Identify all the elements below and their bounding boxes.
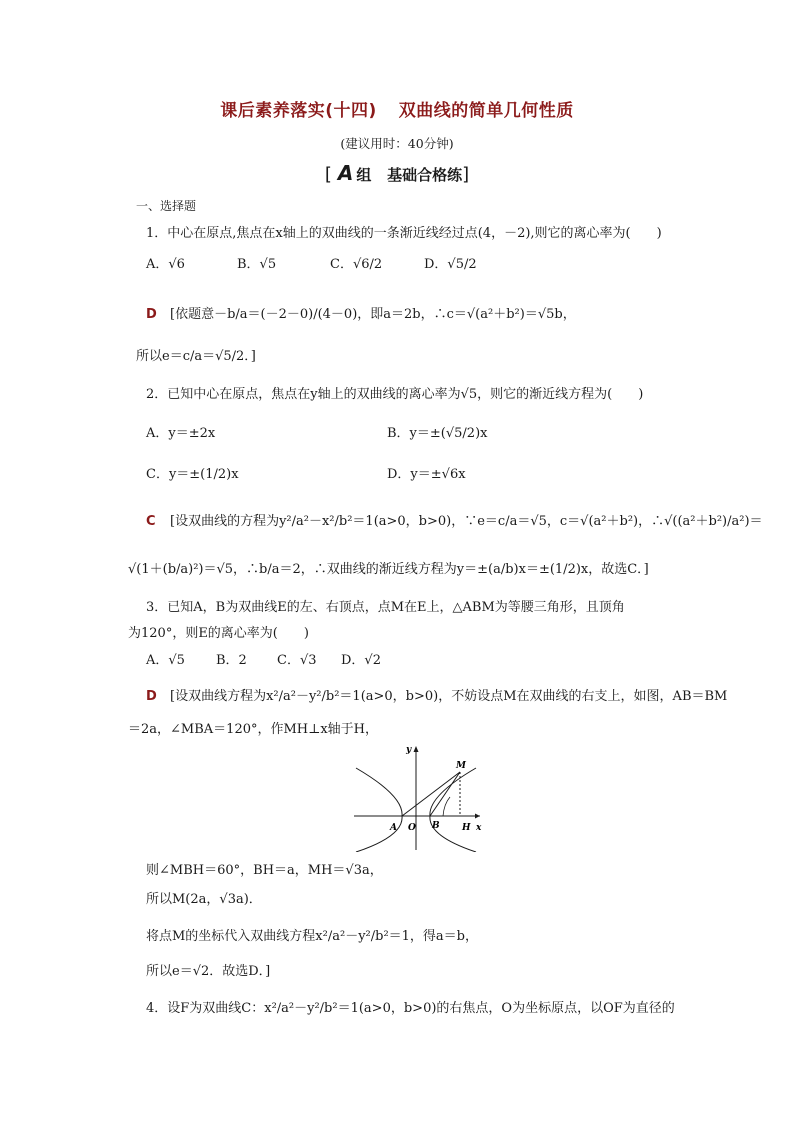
section-heading: 一、选择题 xyxy=(136,199,197,213)
group-open-bracket: [ xyxy=(324,164,332,185)
q1-solution-1: [依题意－b/a＝(－2－0)/(4－0)，即a＝2b，∴c＝√(a²＋b²)＝√5b， xyxy=(170,307,576,322)
group-letter: A xyxy=(337,161,354,185)
q2-option-c: C．y＝±(1/2)x xyxy=(146,467,239,482)
q3-stem-2: 为120°，则E的离心率为( ) xyxy=(128,626,309,641)
label-a: A xyxy=(390,823,397,833)
q1-solution-2: 所以e＝c/a＝√5/2．] xyxy=(136,349,256,364)
q3-solution-5: 将点M的坐标代入双曲线方程x²/a²－y²/b²＝1，得a＝b， xyxy=(146,929,479,944)
q2-solution-1: [设双曲线的方程为y²/a²－x²/b²＝1(a>0，b>0)，∵e＝c/a＝√5，c＝√(a²＋b²)，∴√((a²＋b²)/a²)＝ xyxy=(170,514,763,529)
label-b: B xyxy=(432,821,440,831)
group-suffix: 组 xyxy=(356,166,372,184)
hyperbola-figure xyxy=(352,740,482,852)
q2-option-d: D．y＝±√6x xyxy=(387,467,466,482)
q3-solution-4: 所以M(2a，√3a)． xyxy=(146,892,262,907)
title-series: 课后素养落实(十四) xyxy=(220,101,377,121)
q1-option-d: D．√5/2 xyxy=(424,257,477,272)
label-h: H xyxy=(462,823,471,833)
q1-option-b: B．√5 xyxy=(237,257,277,272)
title-topic: 双曲线的简单几何性质 xyxy=(398,101,574,121)
q2-solution-2: √(1＋(b/a)²)＝√5，∴b/a＝2，∴双曲线的渐近线方程为y＝±(a/b)x＝±(1/2)x，故选C．] xyxy=(128,562,649,577)
q3-option-a: A．√5 xyxy=(146,653,185,668)
q3-stem-1: 3．已知A，B为双曲线E的左、右顶点，点M在E上，△ABM为等腰三角形，且顶角 xyxy=(146,600,625,615)
label-m: M xyxy=(456,761,466,771)
label-o: O xyxy=(408,823,416,833)
y-axis-arrow xyxy=(414,746,419,752)
label-y: y xyxy=(406,745,412,755)
angle-arc xyxy=(443,797,450,816)
q3-option-d: D．√2 xyxy=(341,653,381,668)
q3-answer: D xyxy=(146,689,157,704)
suggested-time: (建议用时：40分钟) xyxy=(340,136,454,151)
right-branch xyxy=(430,768,476,852)
q1-stem: 1．中心在原点,焦点在x轴上的双曲线的一条渐近线经过点(4，－2),则它的离心率为( ) xyxy=(146,226,662,241)
q3-solution-1: [设双曲线方程为x²/a²－y²/b²＝1(a>0，b>0)，不妨设点M在双曲线的右支上，如图，AB＝BM xyxy=(170,689,728,704)
x-axis-arrow xyxy=(475,814,480,819)
q2-option-a: A．y＝±2x xyxy=(146,426,216,441)
q3-solution-3: 则∠MBH＝60°，BH＝a，MH＝√3a， xyxy=(146,863,383,878)
q3-solution-2: ＝2a，∠MBA＝120°，作MH⊥x轴于H， xyxy=(128,722,379,737)
q2-option-b: B．y＝±(√5/2)x xyxy=(387,426,488,441)
q2-stem: 2．已知中心在原点，焦点在y轴上的双曲线的离心率为√5，则它的渐近线方程为( ) xyxy=(146,387,644,402)
q1-answer: D xyxy=(146,307,157,322)
page-title xyxy=(0,96,794,121)
q3-option-b: B．2 xyxy=(216,653,247,668)
group-close-bracket: ] xyxy=(462,164,470,185)
q3-solution-6: 所以e＝√2．故选D．] xyxy=(146,964,271,979)
q1-option-a: A．√6 xyxy=(146,257,185,272)
label-x: x xyxy=(476,823,482,833)
q2-answer: C xyxy=(146,514,156,529)
segment-bm xyxy=(430,772,460,816)
left-branch xyxy=(356,768,402,852)
group-name: 基础合格练 xyxy=(387,166,463,184)
q4-stem: 4．设F为双曲线C：x²/a²－y²/b²＝1(a>0，b>0)的右焦点，O为坐标原点，以OF为直径的 xyxy=(146,1001,675,1016)
q1-option-c: C．√6/2 xyxy=(330,257,383,272)
group-heading xyxy=(0,161,794,185)
q3-option-c: C．√3 xyxy=(277,653,317,668)
